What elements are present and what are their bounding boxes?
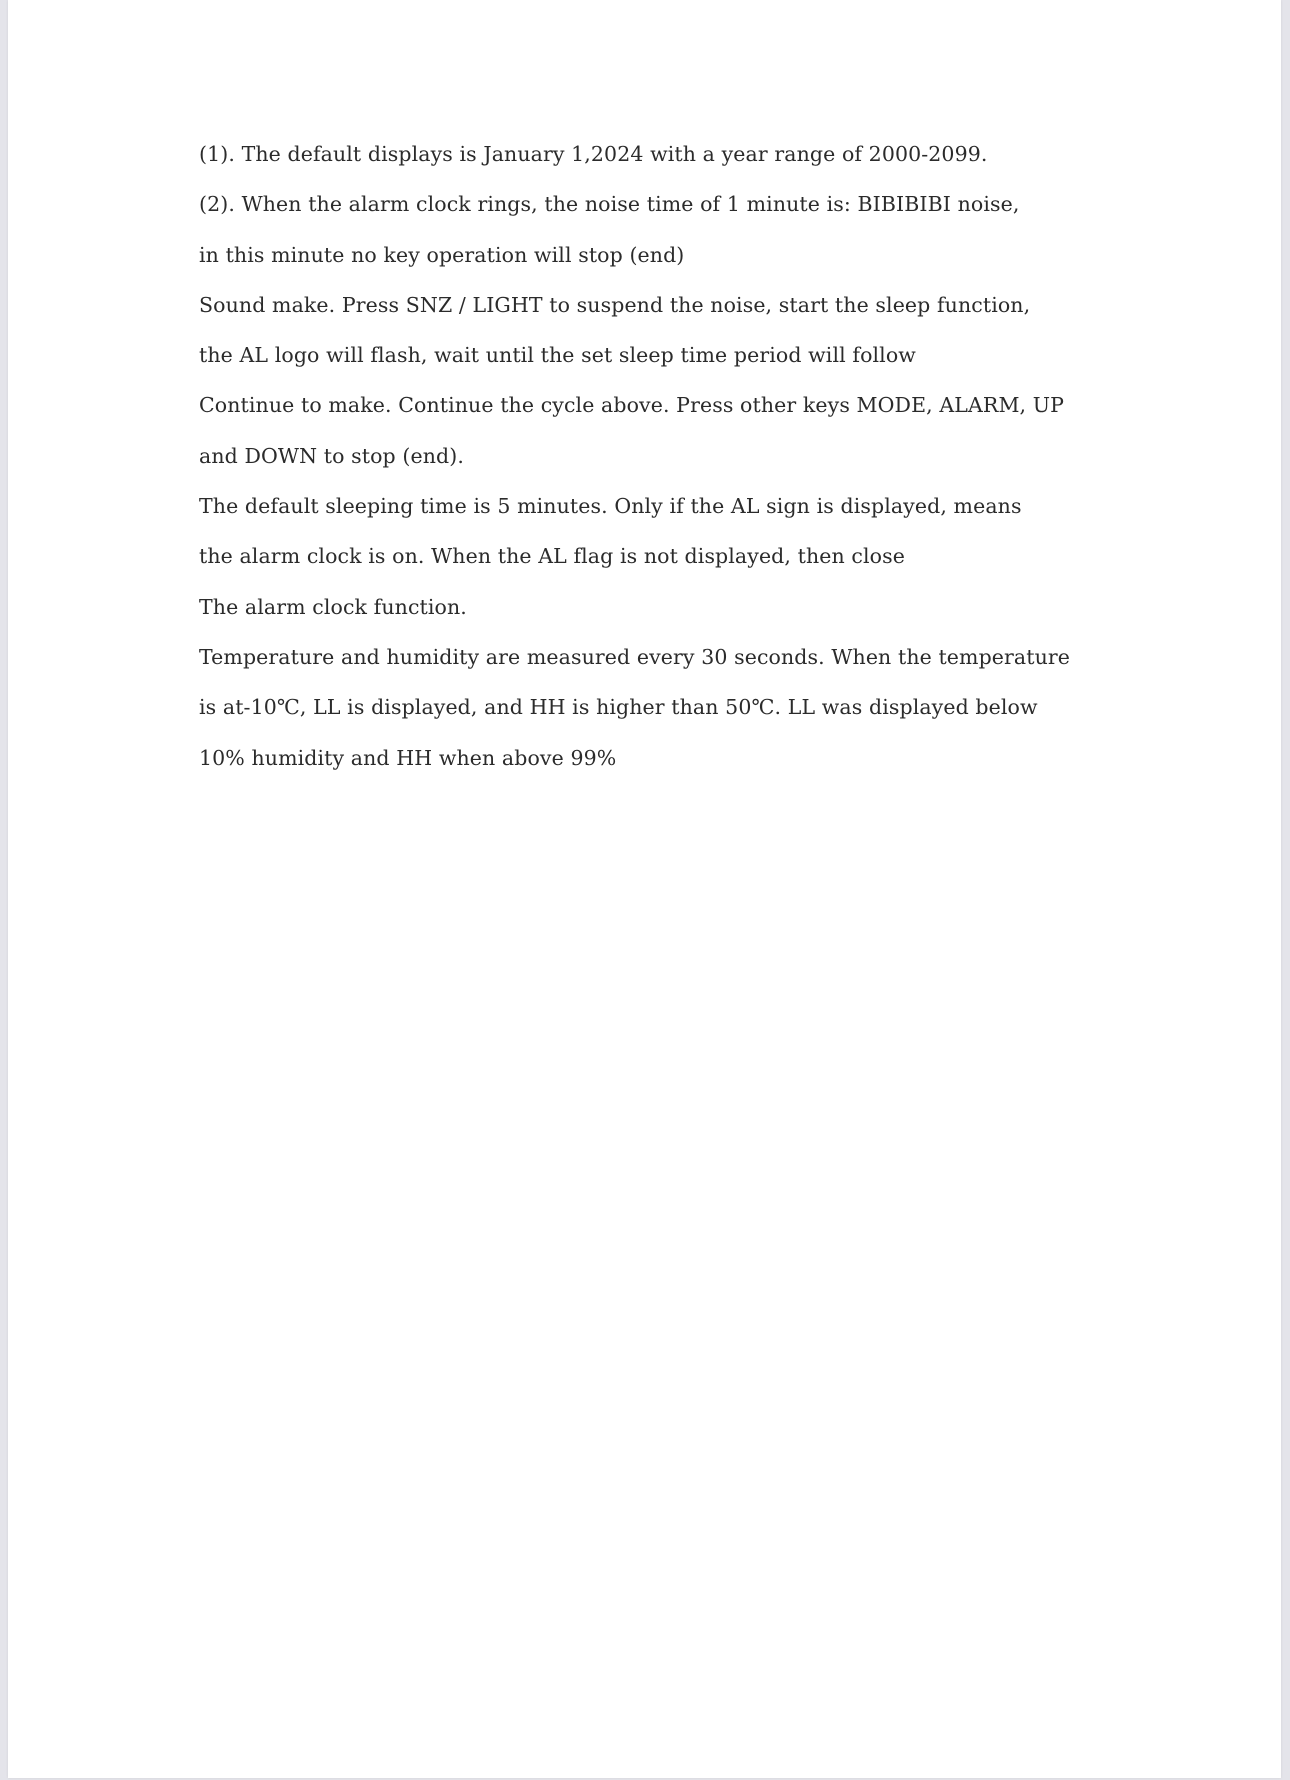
text-line: Temperature and humidity are measured every 30 seconds. When the temperature bbox=[199, 644, 1071, 669]
text-line: and DOWN to stop (end). bbox=[199, 443, 464, 468]
text-line: the alarm clock is on. When the AL flag is not displayed, then close bbox=[199, 544, 905, 569]
text-line: Sound make. Press SNZ / LIGHT to suspend the noise, start the sleep function, bbox=[199, 292, 1031, 317]
text-line: (1). The default displays is January 1,2024 with a year range of 2000-2099. bbox=[199, 142, 988, 166]
text-line: is at-10℃, LL is displayed, and HH is higher than 50℃. LL was displayed below bbox=[199, 695, 1038, 720]
text-line: Continue to make. Continue the cycle above. Press other keys MODE, ALARM, UP bbox=[199, 393, 1065, 418]
text-line: The default sleeping time is 5 minutes. Only if the AL sign is displayed, means bbox=[199, 494, 1022, 519]
text-line: (2). When the alarm clock rings, the noise time of 1 minute is: BIBIBIBI noise, bbox=[199, 192, 1020, 217]
text-line: The alarm clock function. bbox=[199, 594, 467, 619]
document-page bbox=[8, 0, 1281, 1778]
document-body bbox=[199, 136, 1099, 790]
text-line: the AL logo will flash, wait until the set sleep time period will follow bbox=[199, 343, 916, 368]
text-line: 10% humidity and HH when above 99% bbox=[199, 745, 617, 770]
text-line: in this minute no key operation will stop (end) bbox=[199, 242, 685, 267]
